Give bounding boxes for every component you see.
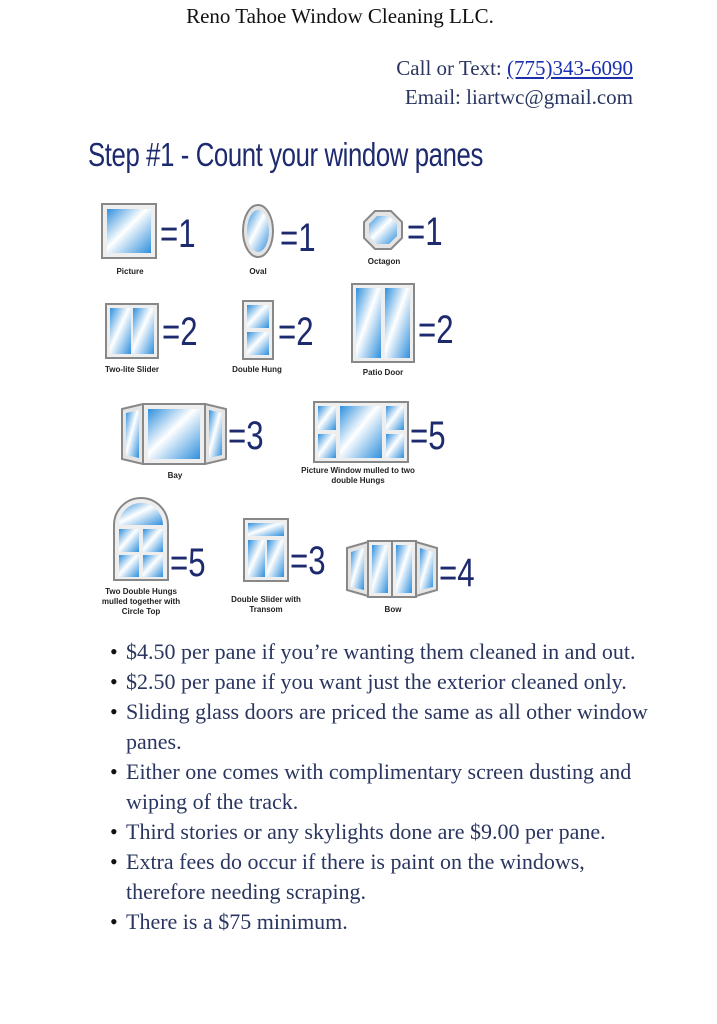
bow-label: Bow (384, 605, 402, 614)
pricing-item: • Sliding glass doors are priced the same as all other window panes. (110, 699, 648, 754)
picture-mulled-double-hungs-icon (313, 401, 409, 463)
picture-window-icon (101, 203, 157, 259)
double-slider-transom-label: Double Slider with Transom (231, 595, 301, 614)
patio-door-label: Patio Door (362, 368, 404, 377)
double-slider-transom-icon (243, 518, 289, 582)
contact-email-line: Email: liartwc@gmail.com (404, 85, 633, 109)
call-label: Call or Text: (396, 56, 508, 80)
circle-top-count: =5 (170, 541, 206, 585)
pricing-item: • $2.50 per pane if you want just the exterior cleaned only. (110, 669, 627, 694)
pricing-item: • Extra fees do occur if there is paint on the windows, therefore needing scraping. (110, 849, 585, 904)
two-lite-slider-count: =2 (162, 310, 198, 354)
octagon-label: Octagon (367, 257, 401, 266)
picture-mulled-count: =5 (410, 414, 446, 458)
patio-door-icon (351, 283, 415, 363)
company-name: Reno Tahoe Window Cleaning LLC. (186, 4, 494, 28)
octagon-count: =1 (407, 210, 443, 254)
double-hung-label: Double Hung (232, 365, 282, 374)
double-slider-transom-count: =3 (290, 539, 326, 583)
picture-count: =1 (160, 212, 196, 256)
bay-label: Bay (167, 471, 183, 480)
bay-count: =3 (228, 414, 264, 458)
two-lite-slider-label: Two-lite Slider (104, 365, 160, 374)
oval-label: Oval (249, 267, 267, 276)
bow-window-icon (346, 540, 438, 598)
phone-link[interactable]: (775)343-6090 (507, 56, 633, 80)
oval-count: =1 (280, 216, 316, 260)
pricing-item: • There is a $75 minimum. (110, 909, 348, 934)
bow-count: =4 (439, 551, 475, 595)
picture-label: Picture (116, 267, 144, 276)
double-hung-icon (242, 300, 274, 360)
oval-window-icon (241, 203, 275, 259)
two-lite-slider-icon (105, 303, 159, 359)
pricing-item: • $4.50 per pane if you’re wanting them cleaned in and out. (110, 639, 636, 664)
step-title: Step #1 - Count your window panes (88, 136, 483, 173)
circle-top-label: Two Double Hungs mulled together with Circle Top (101, 587, 181, 616)
circle-top-double-hungs-icon (113, 497, 169, 581)
picture-mulled-label: Picture Window mulled to two double Hungs (301, 466, 415, 485)
octagon-window-icon (363, 210, 403, 250)
pricing-item: • Either one comes with complimentary screen dusting and wiping of the track. (110, 759, 632, 814)
double-hung-count: =2 (278, 310, 314, 354)
pricing-item: • Third stories or any skylights done are $9.00 per pane. (110, 819, 606, 844)
pricing-list (104, 637, 664, 937)
contact-phone-line (396, 56, 633, 81)
patio-door-count: =2 (418, 308, 454, 352)
bay-window-icon (121, 403, 227, 465)
